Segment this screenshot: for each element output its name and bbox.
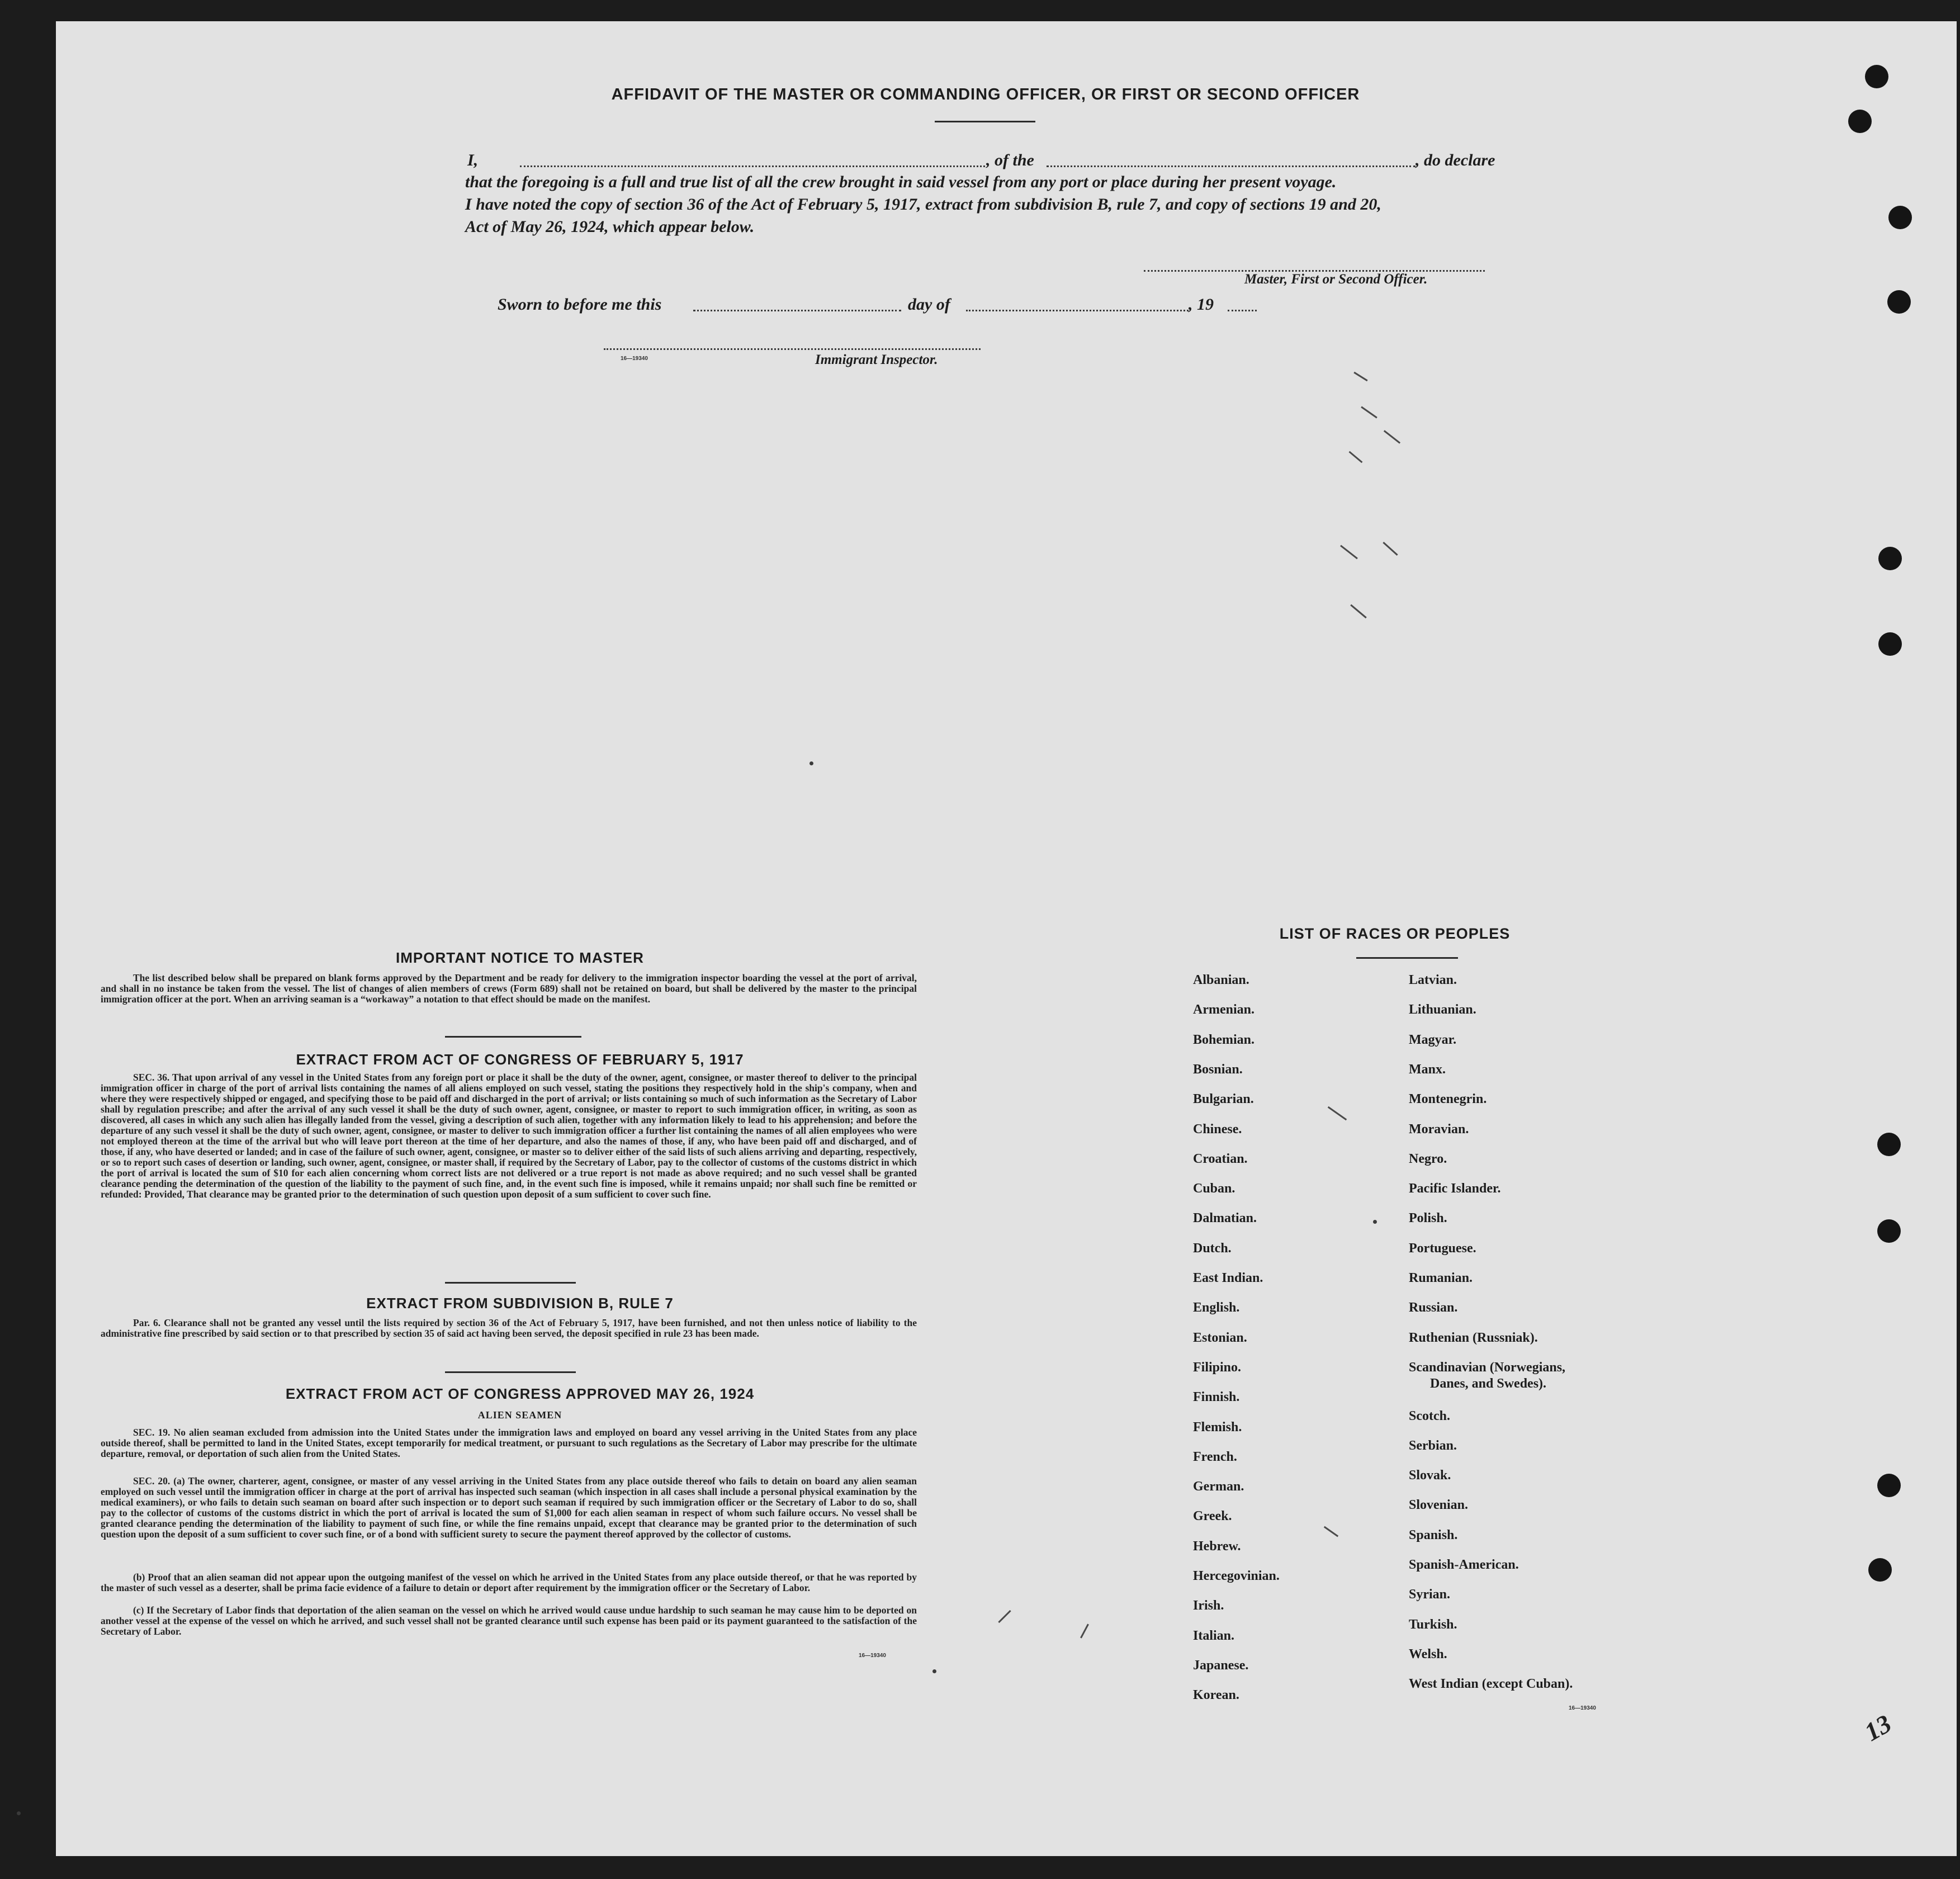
race-item: Polish. bbox=[1409, 1211, 1447, 1226]
affidavit-line-2: that the foregoing is a full and true list of all the crew brought in said vessel from any port or place during her present voyage. bbox=[465, 173, 1337, 191]
affidavit-title: AFFIDAVIT OF THE MASTER OR COMMANDING OFFICER, OR FIRST OR SECOND OFFICER bbox=[611, 86, 1360, 103]
race-item: Croatian. bbox=[1193, 1151, 1248, 1166]
sworn-month-blank[interactable] bbox=[966, 310, 1189, 311]
races-heading: LIST OF RACES OR PEOPLES bbox=[1279, 925, 1511, 942]
sworn-prefix: Sworn to before me this bbox=[498, 295, 662, 314]
affidavit-declare-label: , do declare bbox=[1415, 151, 1495, 169]
stray-dot bbox=[1373, 1220, 1377, 1224]
notice-heading: IMPORTANT NOTICE TO MASTER bbox=[396, 949, 644, 966]
race-item: Negro. bbox=[1409, 1151, 1447, 1166]
affidavit-line-4: Act of May 26, 1924, which appear below. bbox=[465, 217, 755, 236]
race-item: Latvian. bbox=[1409, 973, 1457, 987]
race-item: Greek. bbox=[1193, 1509, 1232, 1524]
race-item: Montenegrin. bbox=[1409, 1092, 1487, 1107]
alien-seamen-subheading: ALIEN SEAMEN bbox=[477, 1409, 562, 1421]
race-item: Moravian. bbox=[1409, 1121, 1469, 1137]
extract-1924-sec19: SEC. 19. No alien seaman excluded from admission into the United States under the immigration laws and employed on board any vessel arriving in the United States from any place outside thereof, shall be permitted to land in the United States, except temporarily for medical treatment, or pursuant to such regulations as the Secretary of Labor may prescribe for the ultimate departure, removal, or deportation of such alien from the United States. bbox=[101, 1427, 917, 1459]
affidavit-of-the-label: , of the bbox=[986, 151, 1034, 169]
race-item: Ruthenian (Russniak). bbox=[1409, 1330, 1538, 1345]
race-item: Bosnian. bbox=[1193, 1062, 1243, 1077]
notice-rule bbox=[445, 1036, 581, 1038]
page-number: 13 bbox=[1859, 1708, 1896, 1747]
race-item: Serbian. bbox=[1409, 1438, 1457, 1453]
race-item: Welsh. bbox=[1409, 1646, 1447, 1662]
race-item: Estonian. bbox=[1193, 1330, 1247, 1345]
stray-dot bbox=[17, 1811, 21, 1815]
race-item: Filipino. bbox=[1193, 1360, 1242, 1375]
race-item: Irish. bbox=[1193, 1598, 1224, 1613]
master-signature-label: Master, First or Second Officer. bbox=[1244, 272, 1428, 287]
races-rule bbox=[1356, 957, 1458, 959]
race-item: Russian. bbox=[1409, 1300, 1458, 1315]
race-item: Cuban. bbox=[1193, 1181, 1235, 1196]
races-form-number: 16—19340 bbox=[1569, 1705, 1596, 1711]
sworn-day-blank[interactable] bbox=[693, 310, 901, 311]
extract-rule7-rule bbox=[445, 1371, 576, 1373]
race-item: Danes, and Swedes). bbox=[1430, 1376, 1547, 1391]
race-item: English. bbox=[1193, 1300, 1240, 1315]
vessel-name-blank[interactable] bbox=[1047, 165, 1415, 167]
extract-1917-rule bbox=[445, 1282, 576, 1284]
binder-hole bbox=[1888, 206, 1912, 229]
race-item: French. bbox=[1193, 1449, 1237, 1464]
affidavit-line-3: I have noted the copy of section 36 of the Act of February 5, 1917, extract from subdivision B, rule 7, and copy of sections 19 and 20, bbox=[465, 195, 1381, 214]
extract-1924-sec20c: (c) If the Secretary of Labor finds that deportation of the alien seaman on the vessel on which he arrived would cause undue hardship to such seaman he may cause him to be deported on another vessel at the expense of the vessel on which he arrived, and such vessel shall not be granted clearance until such expense has been paid or its payment guaranteed to the satisfaction of the Secretary of Labor. bbox=[101, 1605, 917, 1637]
race-item: Magyar. bbox=[1409, 1032, 1457, 1047]
race-item: Chinese. bbox=[1193, 1121, 1242, 1137]
binder-hole bbox=[1887, 290, 1911, 314]
race-item: West Indian (except Cuban). bbox=[1409, 1677, 1573, 1692]
stray-dot bbox=[932, 1669, 936, 1673]
notice-body: The list described below shall be prepared on blank forms approved by the Department and be ready for delivery to the immigration inspector boarding the vessel at the port of arrival, and shall in no instance be taken from the vessel. The list of changes of alien members of crews (Form 689) shall not be retained on board, but shall be delivered by the master to the principal immigration officer at the port. When an arriving seaman is a “workaway” a notation to that effect should be made on the manifest. bbox=[101, 972, 917, 1005]
form-number: 16—19340 bbox=[621, 356, 648, 362]
binder-hole bbox=[1848, 110, 1872, 133]
race-item: Syrian. bbox=[1409, 1587, 1451, 1602]
inspector-signature-blank[interactable] bbox=[604, 348, 981, 350]
binder-hole bbox=[1877, 1219, 1901, 1243]
race-item: Korean. bbox=[1193, 1688, 1239, 1703]
binder-hole bbox=[1877, 1474, 1901, 1497]
race-item: Spanish-American. bbox=[1409, 1558, 1519, 1572]
race-item: Japanese. bbox=[1193, 1658, 1249, 1673]
extract-1924-heading: EXTRACT FROM ACT OF CONGRESS APPROVED MAY 26, 1924 bbox=[285, 1385, 755, 1402]
race-item: German. bbox=[1193, 1479, 1244, 1494]
race-item: Turkish. bbox=[1409, 1617, 1457, 1632]
stray-dot bbox=[809, 761, 813, 765]
extract-1924-sec20b: (b) Proof that an alien seaman did not appear upon the outgoing manifest of the vessel on which he arrived in the United States from any place outside thereof, or that he was reported by the master of such vessel as a deserter, shall be prima facie evidence of a failure to detain or deport after requirement by the immigration officer or the Secretary of Labor. bbox=[101, 1572, 917, 1593]
race-item: Pacific Islander. bbox=[1409, 1181, 1501, 1196]
race-item: Flemish. bbox=[1193, 1419, 1242, 1435]
extract-form-number: 16—19340 bbox=[859, 1653, 886, 1659]
race-item: East Indian. bbox=[1193, 1271, 1263, 1285]
binder-hole bbox=[1878, 547, 1902, 570]
race-item: Armenian. bbox=[1193, 1002, 1254, 1017]
race-item: Portuguese. bbox=[1409, 1241, 1476, 1256]
race-item: Bulgarian. bbox=[1193, 1092, 1254, 1107]
binder-hole bbox=[1868, 1558, 1892, 1582]
binder-hole bbox=[1865, 65, 1888, 88]
race-item: Spanish. bbox=[1409, 1527, 1458, 1542]
extract-1924-sec20a: SEC. 20. (a) The owner, charterer, agent, consignee, or master of any vessel arriving in the United States from any place outside thereof who fails to detain on board any alien seaman employed on such vessel until the immigration officer in charge at the port of arrival has inspected such seaman (which inspection in all cases shall include a personal physical examination by the medical examiners), or who fails to detain such seaman on board after such inspection or to deport such seaman if required by such immigration officer or the Secretary of Labor to do so, shall pay to the collector of customs of the customs district in which the port of arrival is located the sum of $1,000 for each alien seaman in respect of whom such failure occurs. No vessel shall be granted clearance pending the determination of the liability to payment of such fine, or while the fine remains unpaid, except that clearance may be granted prior to the determination of such question upon the deposit of a sum sufficient to cover such fine, or of a bond with sufficient surety to secure the payment thereof approved by the collector of customs. bbox=[101, 1475, 917, 1540]
race-item: Lithuanian. bbox=[1409, 1002, 1476, 1017]
binder-hole bbox=[1877, 1133, 1901, 1156]
race-item: Italian. bbox=[1193, 1628, 1235, 1643]
race-item: Scotch. bbox=[1409, 1408, 1450, 1423]
race-item: Slovak. bbox=[1409, 1468, 1451, 1483]
extract-rule7-body: Par. 6. Clearance shall not be granted any vessel until the lists required by section 36 of the Act of February 5, 1917, have been furnished, and not then unless notice of liability to the administrative fine prescribed by said section or to that prescribed by section 35 of said act having been served, the deposit specified in rule 23 has been made. bbox=[101, 1317, 917, 1339]
race-item: Slovenian. bbox=[1409, 1498, 1469, 1513]
race-item: Bohemian. bbox=[1193, 1032, 1255, 1047]
race-item: Albanian. bbox=[1193, 973, 1249, 987]
extract-rule7-heading: EXTRACT FROM SUBDIVISION B, RULE 7 bbox=[366, 1295, 674, 1312]
race-item: Rumanian. bbox=[1409, 1271, 1473, 1285]
race-item: Finnish. bbox=[1193, 1390, 1240, 1405]
race-item: Hercegovinian. bbox=[1193, 1569, 1280, 1583]
binder-hole bbox=[1878, 632, 1902, 656]
sworn-day-of-label: day of bbox=[908, 295, 950, 314]
extract-1917-heading: EXTRACT FROM ACT OF CONGRESS OF FEBRUARY 5, 1917 bbox=[296, 1051, 744, 1068]
sworn-year-label: , 19 bbox=[1189, 295, 1214, 314]
race-item: Hebrew. bbox=[1193, 1539, 1241, 1554]
extract-1917-body: SEC. 36. That upon arrival of any vessel in the United States from any foreign port or place it shall be the duty of the owner, agent, consignee, or master thereof to deliver to the principal immigration officer in charge of the port of arrival lists containing the names of all aliens employed on such vessel, stating the positions they respectively hold in the ship's company, when and where they were respectively shipped or engaged, and specifying those to be paid off and discharged in the port of arrival; or lists containing so much of such information as the Secretary of Labor shall by regulation prescribe; and after the arrival of any such vessel it shall be the duty of such owner, agent, consignee, or master to report to such immigration officer, in writing, as soon as discovered, all cases in which any such alien has illegally landed from the vessel, giving a description of such alien, together with any information likely to lead to his apprehension; and before the departure of any such vessel it shall be the duty of such owner, agent, consignee, or master to deliver to such immigration officer a further list containing the names of all alien employees who were not employed thereon at the time of the arrival but who will leave port thereon at the time of her departure, and also the names of those, if any, who have been paid off and discharged, and of those, if any, who have deserted or landed; and in case of the failure of such owner, agent, consignee, or master so to deliver either of the said lists of such aliens arriving and departing, respectively, or so to report such cases of desertion or landing, such owner, agent, consignee, or master shall, if required by the Secretary of Labor, pay to the collector of customs of the customs district in which the port of arrival is located the sum of $10 for each alien concerning whom correct lists are not delivered or a true report is not made as above required; and no such vessel shall be granted clearance pending the determination of the question of the liability to the payment of such fine, and, in the event such fine is imposed, while it remains unpaid; nor shall such fine be remitted or refunded: Provided, That clearance may be granted prior to the determination of such question upon deposit of a sum sufficient to cover such fine. bbox=[101, 1072, 917, 1200]
race-item: Dutch. bbox=[1193, 1241, 1232, 1256]
race-item: Dalmatian. bbox=[1193, 1211, 1257, 1226]
declarant-name-blank[interactable] bbox=[520, 165, 985, 167]
race-item: Scandinavian (Norwegians, bbox=[1409, 1360, 1566, 1375]
sworn-year-blank[interactable] bbox=[1228, 310, 1257, 311]
race-item: Manx. bbox=[1409, 1062, 1446, 1077]
affidavit-i-label: I, bbox=[467, 151, 479, 169]
inspector-label: Immigrant Inspector. bbox=[815, 352, 938, 367]
title-rule bbox=[935, 121, 1035, 122]
